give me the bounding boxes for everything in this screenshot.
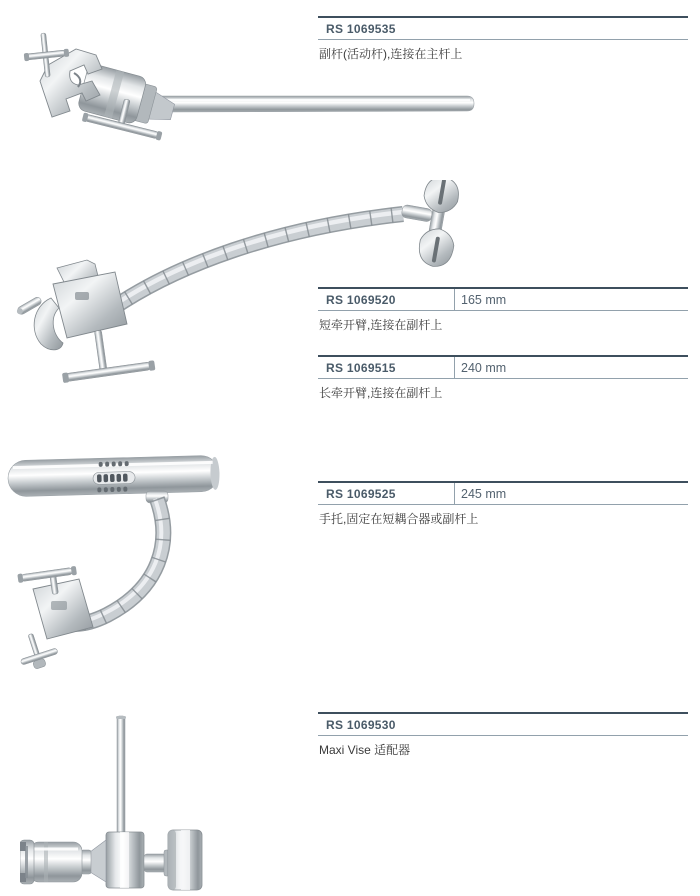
size-value: 165 mm: [461, 292, 507, 307]
spec-header-row: [318, 355, 688, 379]
product-description: 长牵开臂,连接在副杆上: [319, 386, 443, 400]
product-description: 手托,固定在短耦合器或副杆上: [319, 512, 479, 526]
product-spec-rs1069525: [318, 481, 688, 527]
spec-header-row: [318, 16, 688, 40]
part-number: RS 1069520: [318, 289, 455, 310]
product-image-hand-rest: [3, 443, 233, 685]
product-image-maxi-vise-adapter: [20, 714, 210, 896]
size-value: 240 mm: [461, 360, 507, 375]
spec-header-row: [318, 712, 688, 736]
spec-header-row: [318, 481, 688, 505]
part-number: RS 1069525: [318, 483, 455, 504]
product-spec-rs1069535: [318, 16, 688, 62]
part-number: RS 1069530: [326, 717, 396, 732]
size-value: 245 mm: [461, 486, 507, 501]
product-spec-rs1069520: [318, 287, 688, 333]
product-spec-rs1069515: [318, 355, 688, 401]
product-description: Maxi Vise 适配器: [319, 743, 411, 757]
part-number: RS 1069535: [326, 21, 396, 36]
product-spec-rs1069530: [318, 712, 688, 758]
part-number: RS 1069515: [318, 357, 455, 378]
product-description: 副杆(活动杆),连接在主杆上: [319, 47, 463, 61]
product-description: 短牵开臂,连接在副杆上: [319, 318, 443, 332]
spec-header-row: [318, 287, 688, 311]
